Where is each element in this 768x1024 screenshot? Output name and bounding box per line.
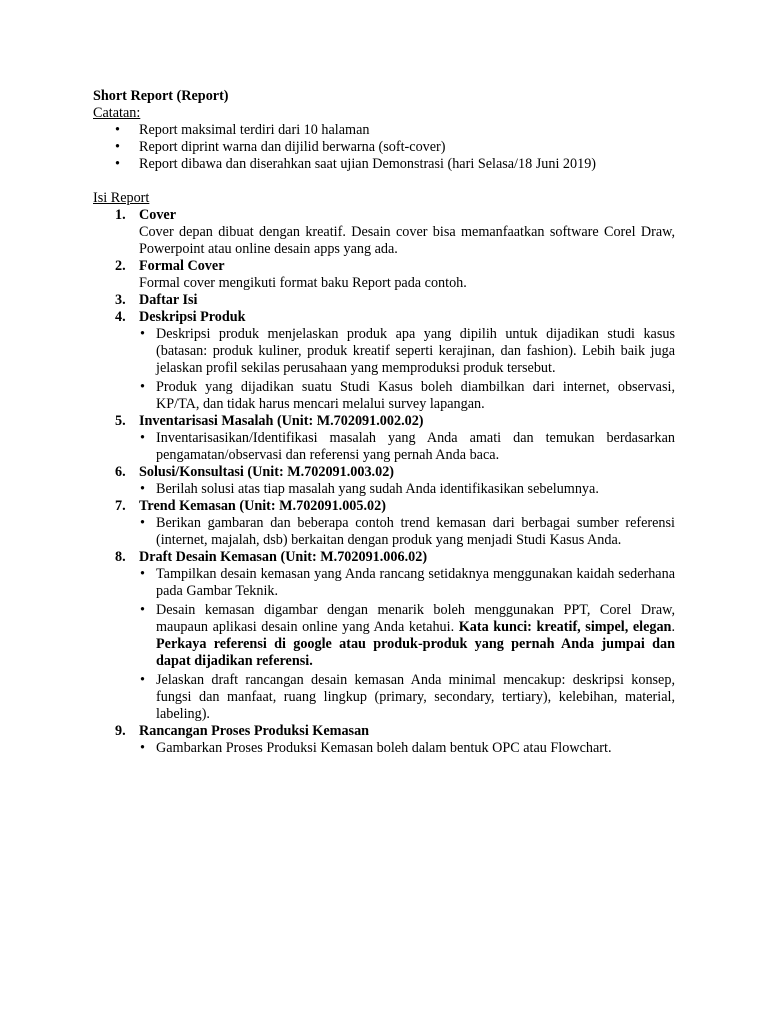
item-heading: Cover bbox=[139, 207, 177, 223]
item-number: 4. bbox=[115, 309, 126, 325]
contents-item bbox=[93, 723, 675, 740]
item-number: 6. bbox=[115, 464, 126, 480]
item-heading: Deskripsi Produk bbox=[139, 309, 246, 325]
contents-label: Isi Report bbox=[93, 190, 150, 206]
item-bullet: • Gambarkan Proses Produksi Kemasan boleh dalam bentuk OPC atau Flowchart. bbox=[93, 740, 675, 757]
item-description: Cover depan dibuat dengan kreatif. Desain cover bisa memanfaatkan software Corel Draw, Powerpoint atau online desain apps yang ada. bbox=[139, 224, 675, 257]
item-heading: Trend Kemasan (Unit: M.702091.005.02) bbox=[139, 498, 386, 514]
item-heading: Draft Desain Kemasan (Unit: M.702091.006.02) bbox=[139, 549, 428, 565]
note-item: • Report dibawa dan diserahkan saat ujian Demonstrasi (hari Selasa/18 Juni 2019) bbox=[93, 156, 675, 173]
item-description: Formal cover mengikuti format baku Report pada contoh. bbox=[139, 275, 467, 291]
contents-item bbox=[93, 413, 675, 430]
item-number: 3. bbox=[115, 292, 126, 308]
contents-item bbox=[93, 549, 675, 566]
item-bullet: • Berikan gambaran dan beberapa contoh trend kemasan dari berbagai sumber referensi (internet, majalah, dsb) berkaitan dengan produk yang menjadi Studi Kasus Anda. bbox=[93, 515, 675, 549]
bullet-bold-text: Kata kunci: kreatif, simpel, elegan bbox=[458, 619, 672, 635]
bullet-text: Desain kemasan digambar dengan menarik boleh menggunakan PPT, Corel Draw, maupaun aplikasi desain online yang Anda ketahui. bbox=[156, 602, 675, 635]
document-content bbox=[93, 88, 675, 757]
item-number: 5. bbox=[115, 413, 126, 429]
item-number: 9. bbox=[115, 723, 126, 739]
item-number: 7. bbox=[115, 498, 126, 514]
item-bullet: • Berilah solusi atas tiap masalah yang sudah Anda identifikasikan sebelumnya. bbox=[93, 481, 675, 498]
item-heading: Daftar Isi bbox=[139, 292, 198, 308]
contents-item bbox=[93, 309, 675, 326]
item-heading: Solusi/Konsultasi (Unit: M.702091.003.02) bbox=[139, 464, 395, 480]
note-item: • Report diprint warna dan dijilid berwarna (soft-cover) bbox=[93, 139, 675, 156]
item-number: 8. bbox=[115, 549, 126, 565]
item-number: 2. bbox=[115, 258, 126, 274]
item-heading: Formal Cover bbox=[139, 258, 225, 274]
item-bullet: • Deskripsi produk menjelaskan produk apa yang dipilih untuk dijadikan studi kasus (batasan: produk kuliner, produk kreatif seperti kerajinan, dan fashion). Lebih baik juga jelaskan profil sekilas perusahaan yang memproduksi produk tersebut. bbox=[93, 326, 675, 377]
notes-label: Catatan: bbox=[93, 105, 141, 121]
bullet-text: . bbox=[671, 619, 675, 635]
item-number: 1. bbox=[115, 207, 126, 223]
item-bullet: • Produk yang dijadikan suatu Studi Kasus boleh diambilkan dari internet, observasi, KP/TA, dan tidak harus mencari melalui survey lapangan. bbox=[93, 379, 675, 413]
item-bullet bbox=[93, 602, 675, 670]
item-heading: Inventarisasi Masalah (Unit: M.702091.002.02) bbox=[139, 413, 424, 429]
item-bullet: • Jelaskan draft rancangan desain kemasan Anda minimal mencakup: deskripsi konsep, fungsi dan manfaat, ruang lingkup (primary, secondary, tertiary), kelebihan, material, labeling). bbox=[93, 672, 675, 723]
document-title: Short Report (Report) bbox=[93, 88, 229, 104]
contents-item bbox=[93, 464, 675, 481]
bullet-bold-text: Perkaya referensi di google atau produk-produk yang pernah Anda jumpai dan dapat dijadikan referensi. bbox=[156, 636, 675, 669]
contents-item bbox=[93, 498, 675, 515]
contents-item bbox=[93, 258, 675, 275]
note-item: • Report maksimal terdiri dari 10 halaman bbox=[93, 122, 675, 139]
item-bullet: • Inventarisasikan/Identifikasi masalah yang Anda amati dan temukan berdasarkan pengamatan/observasi dan referensi yang pernah Anda baca. bbox=[93, 430, 675, 464]
contents-item bbox=[93, 207, 675, 224]
item-bullet: • Tampilkan desain kemasan yang Anda rancang setidaknya menggunakan kaidah sederhana pada Gambar Teknik. bbox=[93, 566, 675, 600]
contents-item bbox=[93, 292, 675, 309]
item-heading: Rancangan Proses Produksi Kemasan bbox=[139, 723, 370, 739]
